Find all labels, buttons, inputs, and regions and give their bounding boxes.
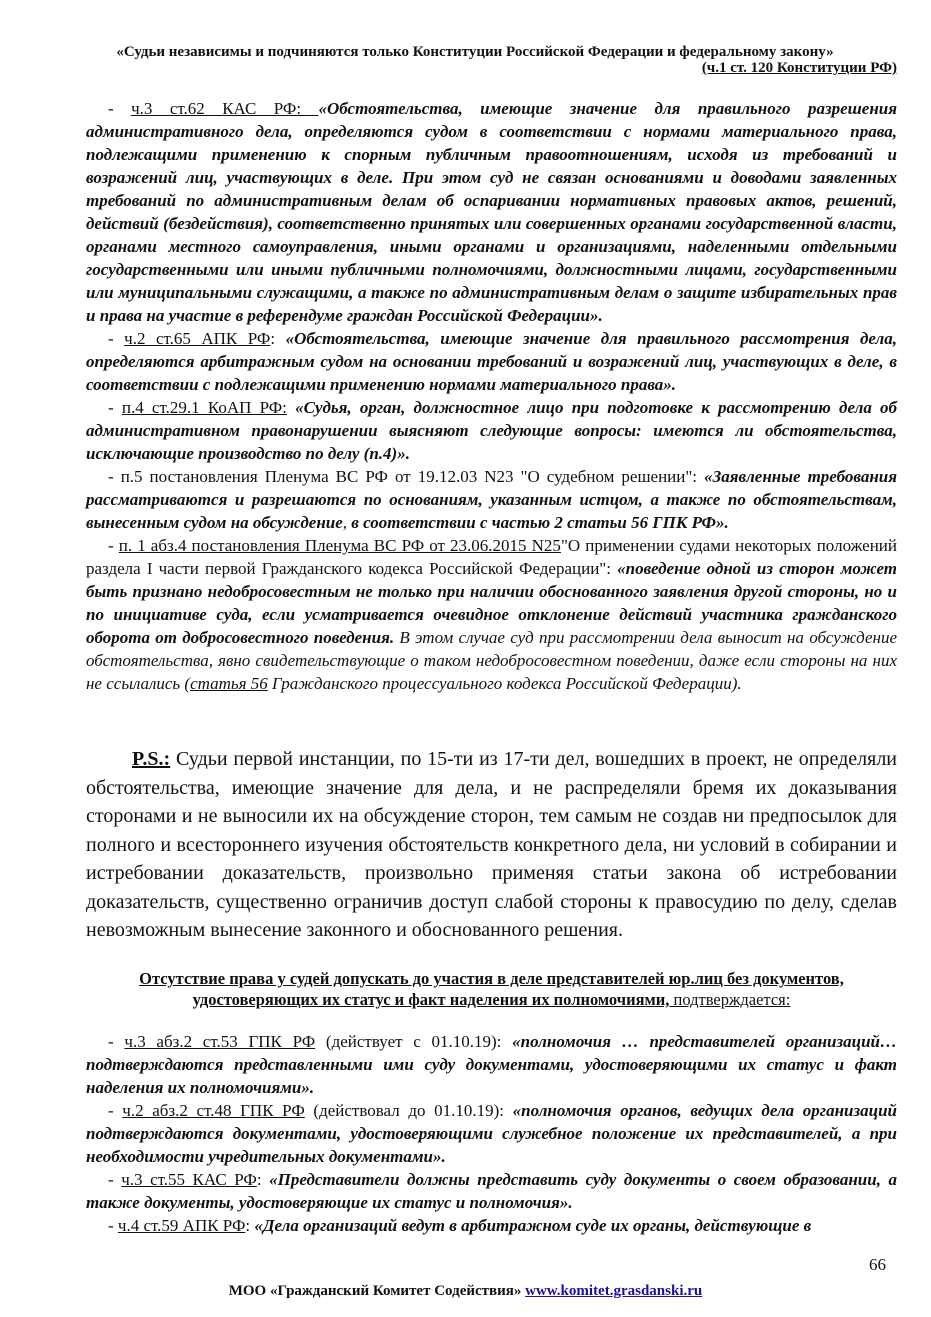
- citation-source: :: [245, 1216, 255, 1235]
- header-citation: (ч.1 ст. 120 Конституции РФ): [701, 60, 897, 76]
- citation-source: :: [256, 1170, 270, 1189]
- citation-quote: «Дела организаций ведут в арбитражном суде их органы, действующие в: [254, 1216, 812, 1235]
- citation-separator: [287, 398, 295, 417]
- citation-separator: :: [270, 329, 286, 348]
- list-dash: -: [108, 99, 132, 118]
- ps-label: P.S.:: [132, 748, 171, 770]
- citation-italic-end: Гражданского процессуального кодекса Российской Федерации).: [267, 674, 742, 693]
- list-dash: -: [108, 329, 125, 348]
- citation-quote: «Обстоятельства, имеющие значение для правильного рассмотрения дела, определяются арбитражным судом на основании требований и возражений лиц, участвующих в деле, в соответствии с подлежащими применению нормами материального права».: [86, 329, 898, 394]
- citation-quote: «полномочия органов, ведущих дела организаций подтверждаются документами, удостоверяющими служебное положение их представителей, а при необходимости учредительных документами».: [86, 1101, 897, 1166]
- citation-plenum-2015: [86, 534, 897, 695]
- citation-apk-65: [86, 327, 897, 396]
- statute-link[interactable]: статья 56: [190, 674, 268, 693]
- footer-org: МОО «Гражданский Комитет Содействия»: [228, 1283, 526, 1299]
- list-dash: -: [108, 1032, 125, 1051]
- citation-source: п.5 постановления Пленума ВС РФ от 19.12.03 N23 "О судебном решении":: [120, 467, 705, 486]
- citation-ref: п. 1 абз.4 постановления Пленума ВС РФ от 23.06.2015 N25: [118, 536, 561, 555]
- citation-gpk-53: [86, 1030, 897, 1099]
- citation-ref: ч.2 абз.2 ст.48 ГПК РФ: [122, 1101, 305, 1120]
- list-dash: -: [108, 1170, 122, 1189]
- section-title: [86, 968, 897, 1010]
- citation-quote: «поведение одной из сторон может быть признано недобросовестным не только при наличии обоснованного заявления другой стороны, но и по инициативе суда, если усматривается очевидное отклонение действий участника гражданского оборота от добросовестного поведения.: [86, 559, 897, 647]
- list-dash: -: [108, 467, 121, 486]
- citation-kas-62: [86, 97, 897, 327]
- citation-italic-text: В этом случае суд при рассмотрении дела выносит на обсуждение обстоятельства, явно свидетельствующие о таком недобросовестном поведении, даже если стороны на них не ссылались (: [86, 628, 898, 693]
- citation-source: (действовал до 01.10.19):: [304, 1101, 513, 1120]
- legal-citations-block-1: [86, 97, 897, 695]
- citation-plenum-2003: [86, 465, 897, 534]
- ps-paragraph: [86, 745, 897, 945]
- citation-quote: «Судья, орган, должностное лицо при подготовке к рассмотрению дела об административном правонарушении выясняют следующие вопросы: имеются ли обстоятельства, исключающие производство по делу (п.4)».: [86, 398, 898, 463]
- citation-apk-59: [86, 1214, 897, 1237]
- citation-source: "О применении судами некоторых положений раздела I части первой Гражданского кодекса Российской Федерации":: [86, 536, 897, 578]
- citation-quote-end: в соответствии с частью 2 статьи 56 ГПК РФ».: [351, 513, 729, 532]
- citation-koap-29-1: [86, 396, 897, 465]
- ps-text: Судьи первой инстанции, по 15-ти из 17-ти дел, вошедших в проект, не определяли обстоятельства, имеющие значение для дела, и не распределяли бремя их доказывания сторонами и не выносили их на обсуждение сторон, тем самым не создав ни предпосылок для полного и всестороннего изучения обстоятельств конкретного дела, ни условий в собирании и истребовании доказательств, произвольно применяя статьи закона об истребовании доказательств, существенно ограничив доступ слабой стороны к правосудию по делу, сделав невозможным вынесение законного и обоснованного решения.: [86, 748, 897, 941]
- section-title-text: Отсутствие права у судей допускать до участия в деле представителей юр.лиц без документов, удостоверяющих их статус и факт наделения их полномочиями,: [139, 969, 844, 1009]
- citation-separator: ,: [342, 513, 352, 532]
- list-dash: -: [108, 536, 119, 555]
- page-number: 66: [869, 1255, 886, 1274]
- citation-quote: «Представители должны представить суду документы о своем образовании, а также документы, удостоверяющие их статус и полномочия».: [86, 1170, 897, 1212]
- citation-source: (действует с 01.10.19):: [315, 1032, 513, 1051]
- citation-quote: «Обстоятельства, имеющие значение для правильного разрешения административного дела, определяются судом в соответствии с нормами материального права, подлежащими применению к спорным публичным правоотношениям, исходя из требований и возражений лиц, участвующих в деле. При этом суд не связан основаниями и доводами заявленных требований по административным делам об оспаривании нормативных правовых актов, решений, действий (бездействия), соответственно принятых или совершенных органами государственной власти, органами местного самоуправления, иными органами и организациями, наделенными отдельными государственными или иными публичными полномочиями, должностными лицами, государственными или муниципальными служащими, а также по административным делам о защите избирательных прав и права на участие в референдуме граждан Российской Федерации».: [86, 99, 897, 325]
- citation-quote: «полномочия … представителей организаций… подтверждаются представленными ими суду документами, удостоверяющими их статус и факт наделения их полномочиями».: [86, 1032, 897, 1097]
- citation-gpk-48: [86, 1099, 897, 1168]
- citation-ref: ч.2 ст.65 АПК РФ: [124, 329, 271, 348]
- footer: [0, 1283, 931, 1300]
- citation-quote: «Заявленные требования рассматриваются и разрешаются по основаниям, указанным истцом, а также по обстоятельствам, вынесенным судом на обсуждение: [86, 467, 898, 532]
- citation-ref: ч.3 ст.62 КАС РФ:: [131, 99, 319, 118]
- footer-website-link[interactable]: www.komitet.grasdanski.ru: [525, 1283, 703, 1299]
- citation-ref: ч.4 ст.59 АПК РФ: [117, 1216, 246, 1235]
- citation-ref: ч.3 абз.2 ст.53 ГПК РФ: [124, 1032, 316, 1051]
- list-dash: -: [108, 1216, 118, 1235]
- section-title-tail: подтверждается:: [669, 990, 791, 1009]
- list-dash: -: [108, 398, 122, 417]
- header-quote: «Судьи независимы и подчиняются только Конституции Российской Федерации и федеральному закону»: [116, 44, 834, 60]
- citation-ref: п.4 ст.29.1 КоАП РФ:: [121, 398, 287, 417]
- legal-citations-block-2: [86, 1030, 897, 1237]
- citation-kas-55: [86, 1168, 897, 1214]
- list-dash: -: [108, 1101, 123, 1120]
- citation-ref: ч.3 ст.55 КАС РФ: [121, 1170, 257, 1189]
